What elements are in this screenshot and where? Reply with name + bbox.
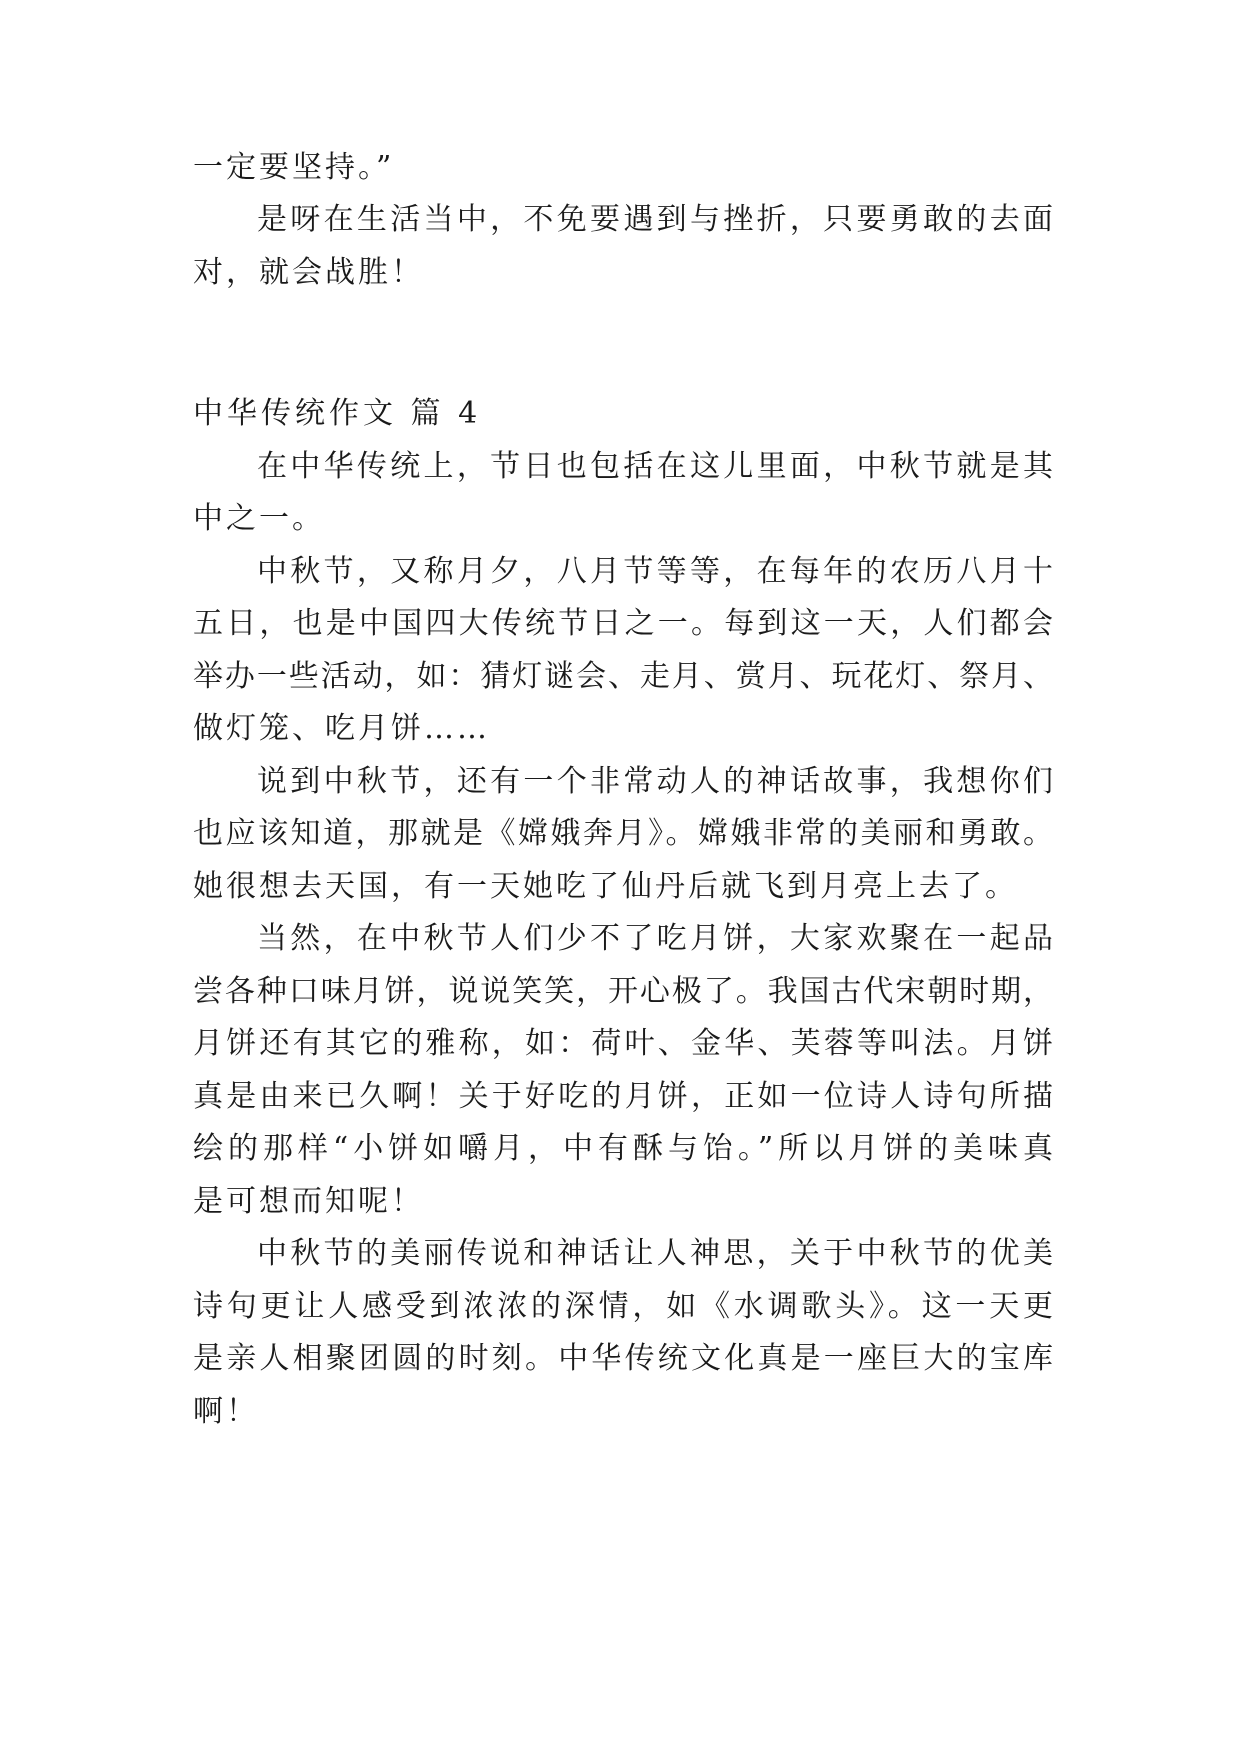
paragraph-line: 当然，在中秋节人们少不了吃月饼，大家欢聚在一起品 [257, 921, 1053, 956]
paragraph-line: 是可想而知呢！ [193, 1184, 424, 1219]
paragraph-line: 做灯笼、吃月饼…… [193, 711, 490, 746]
paragraph-line: 月饼还有其它的雅称，如：荷叶、金华、芙蓉等叫法。月饼 [193, 1026, 1053, 1061]
paragraph-line: 对，就会战胜！ [193, 255, 424, 290]
paragraph-line: 五日，也是中国四大传统节日之一。每到这一天，人们都会 [193, 606, 1053, 641]
paragraph-line: 在中华传统上，节日也包括在这儿里面，中秋节就是其 [257, 449, 1053, 484]
paragraph-line: 一定要坚持。” [193, 150, 395, 185]
paragraph-line: 啊！ [193, 1394, 259, 1429]
paragraph-line: 她很想去天国，有一天她吃了仙丹后就飞到月亮上去了。 [193, 869, 1018, 904]
paragraph-line: 是呀在生活当中，不免要遇到与挫折，只要勇敢的去面 [257, 202, 1053, 237]
paragraph-line: 绘的那样“小饼如嚼月，中有酥与饴。”所以月饼的美味真 [193, 1131, 1053, 1166]
paragraph-line: 真是由来已久啊！关于好吃的月饼，正如一位诗人诗句所描 [193, 1079, 1053, 1114]
paragraph-line: 中秋节的美丽传说和神话让人神思，关于中秋节的优美 [257, 1236, 1053, 1271]
paragraph-line: 诗句更让人感受到浓浓的深情，如《水调歌头》。这一天更 [193, 1289, 1053, 1324]
paragraph-line: 尝各种口味月饼，说说笑笑，开心极了。我国古代宋朝时期， [193, 974, 1053, 1009]
paragraph-line: 举办一些活动，如：猜灯谜会、走月、赏月、玩花灯、祭月、 [193, 659, 1053, 694]
paragraph-line: 是亲人相聚团圆的时刻。中华传统文化真是一座巨大的宝库 [193, 1341, 1053, 1376]
paragraph-line: 说到中秋节，还有一个非常动人的神话故事，我想你们 [257, 764, 1053, 799]
paragraph-line: 也应该知道，那就是《嫦娥奔月》。嫦娥非常的美丽和勇敢。 [193, 816, 1053, 851]
paragraph-line: 中之一。 [193, 501, 325, 536]
paragraph-line: 中秋节，又称月夕，八月节等等，在每年的农历八月十 [257, 554, 1053, 589]
section-heading: 中华传统作文 篇 4 [193, 396, 482, 431]
